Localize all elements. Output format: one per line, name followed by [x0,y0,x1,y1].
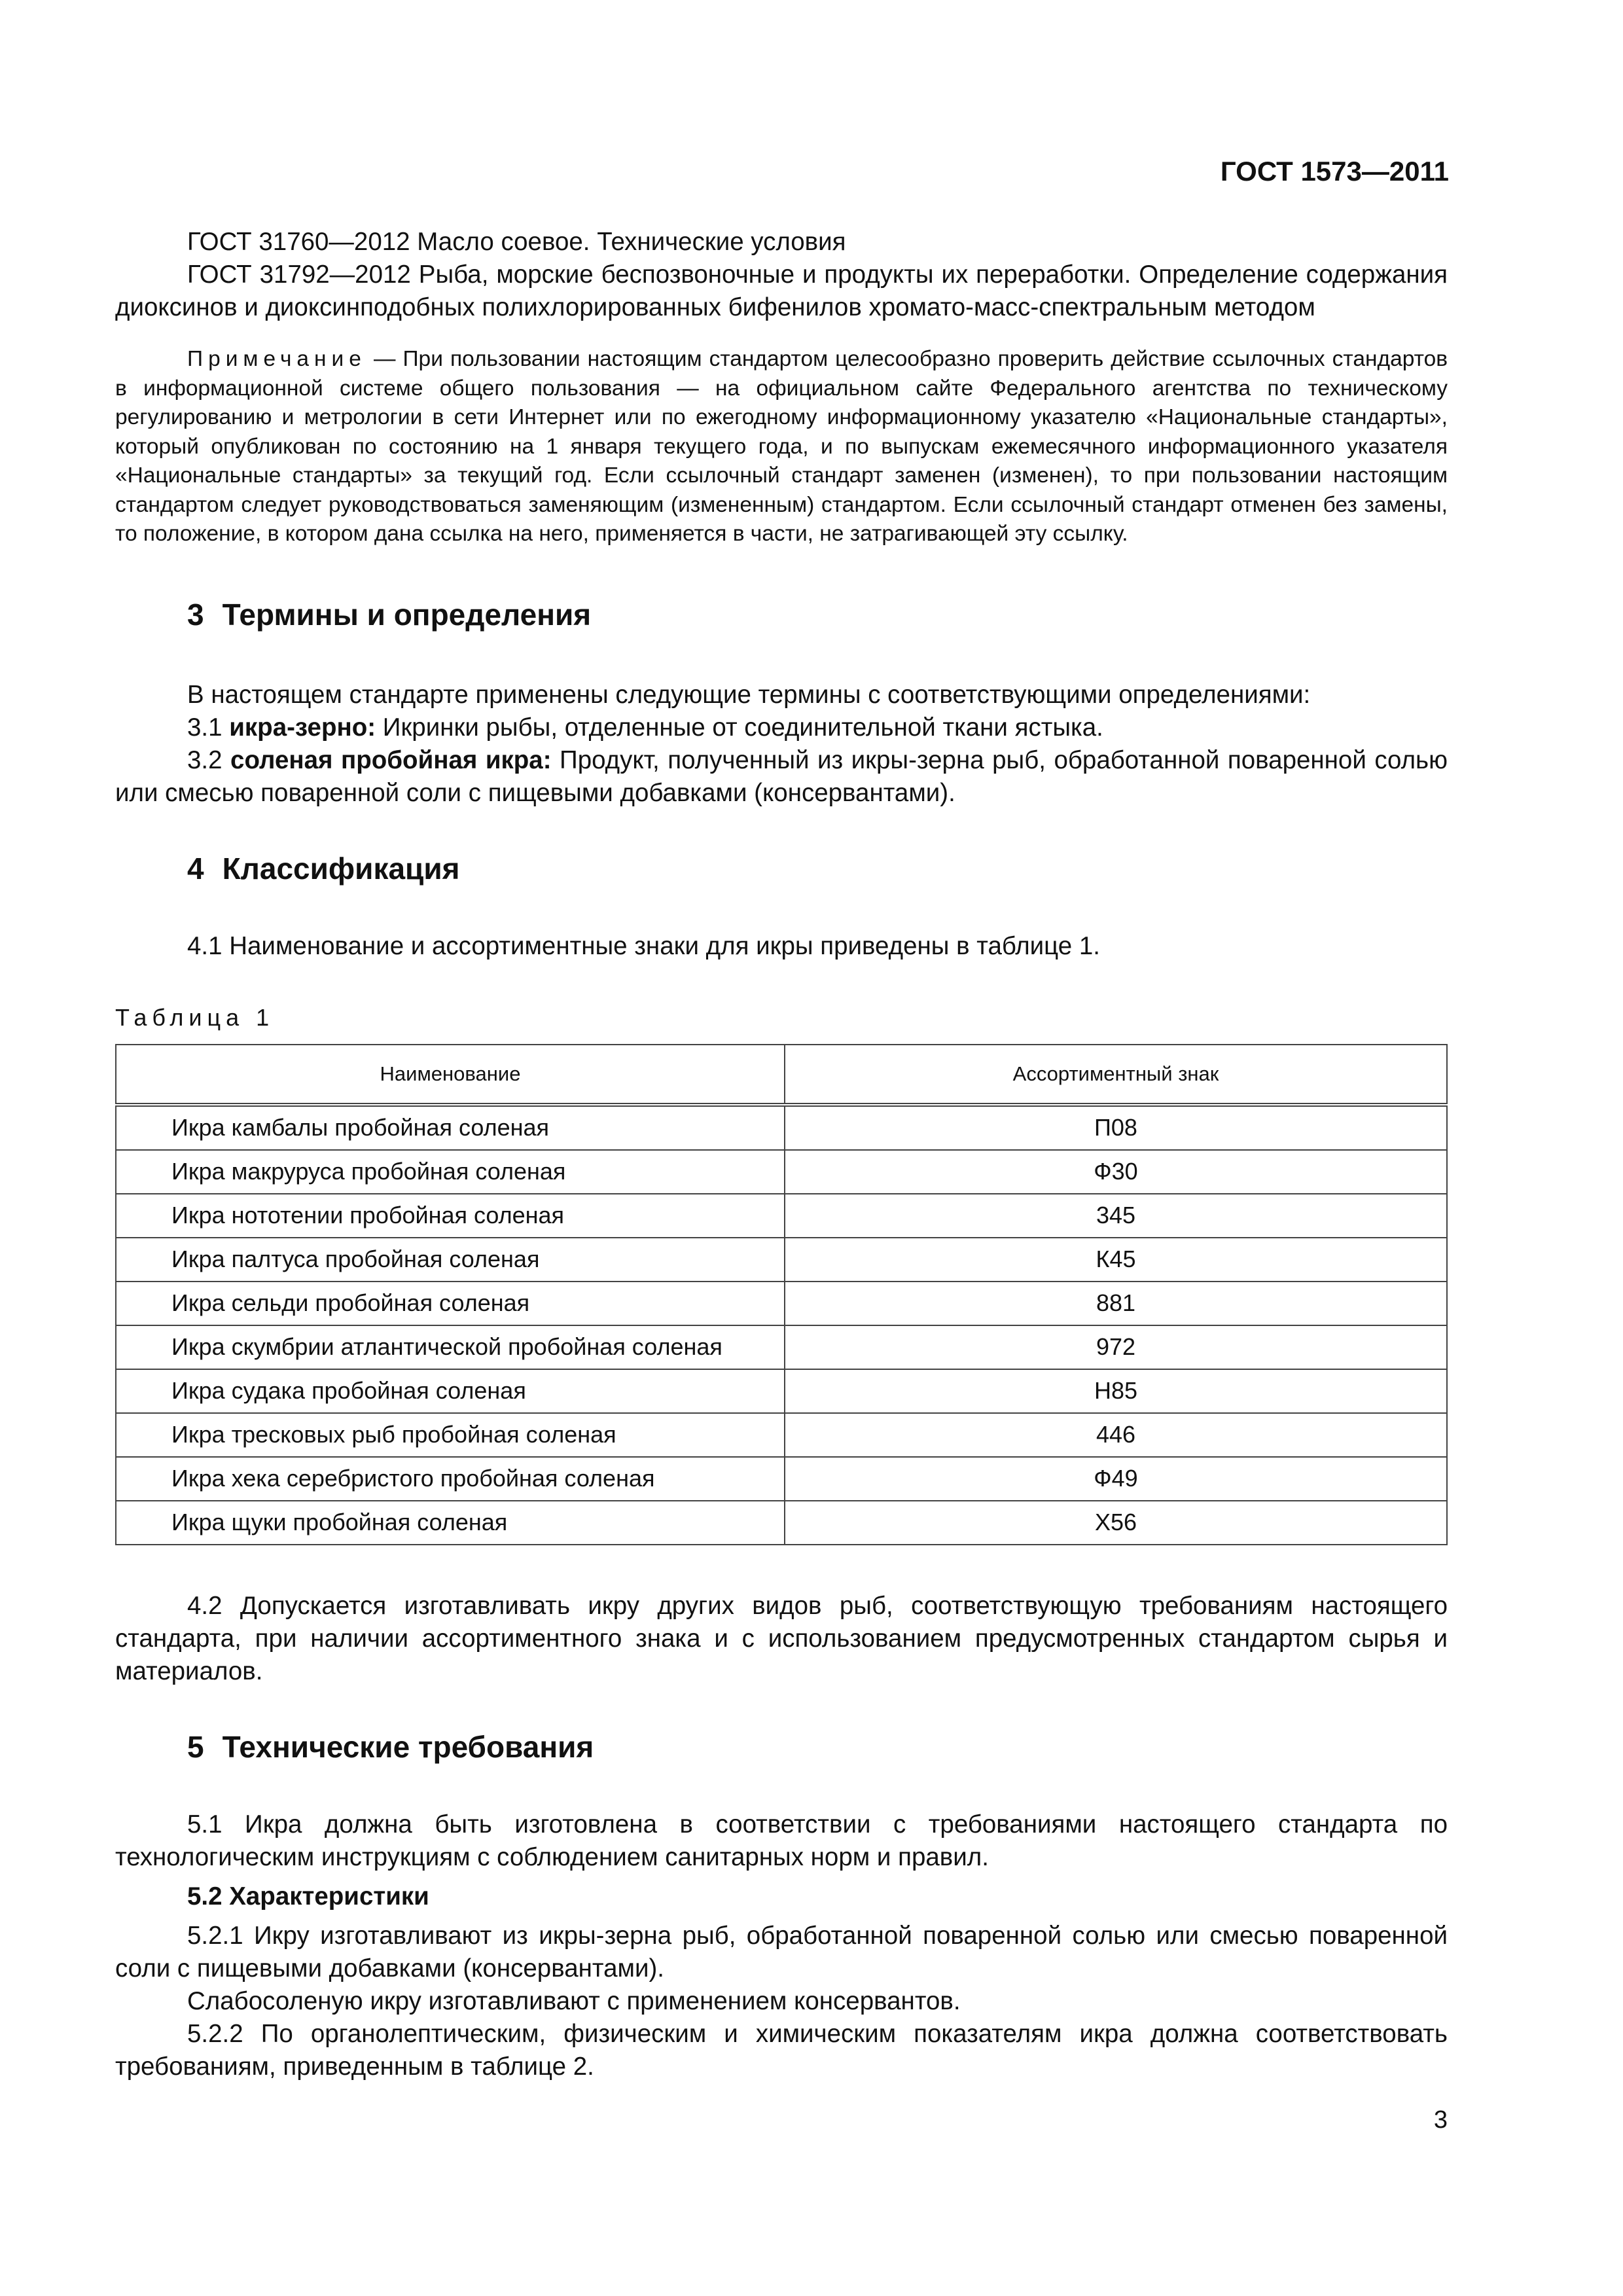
section-4-title: Классификация [222,851,460,886]
table-row [116,1369,1447,1413]
table-1-header-row [116,1045,1447,1105]
note-text: — При пользовании настоящим стандартом целесообразно проверить действие ссылочных стандартов в информационной системе общего пользования — на официальном сайте Федерального агентства по техническому регулированию и метрологии в сети Интернет или по ежегодному информационному указателю «Национальные стандарты», который опубликован по состоянию на 1 января текущего года, и по выпускам ежемесячного информационного указателя «Национальные стандарты» за текущий год. Если ссылочный стандарт заменен (изменен), то при пользовании настоящим стандартом следует руководствоваться заменяющим (измененным) стандартом. Если ссылочный стандарт отменен без замены, то положение, в котором дана ссылка на него, применяется в части, не затрагивающей эту ссылку. [115,347,1448,546]
cell-name: Икра палтуса пробойная соленая [116,1238,785,1282]
table-row [116,1457,1447,1501]
cell-code: 881 [785,1282,1447,1325]
term-3-2-definition: Продукт, полученный из икры-зерна рыб, обработанной поваренной солью или смесью поваренной соли с пищевыми добавками (консервантами). [115,745,1448,807]
table-row [116,1105,1447,1150]
term-3-2-term: соленая пробойная икра: [230,745,552,774]
subsection-5-2-title: 5.2 Характеристики [187,1882,429,1910]
note-paragraph [115,345,1448,549]
cell-code: Ф30 [785,1150,1447,1194]
cell-code: 972 [785,1325,1447,1369]
cell-code: Н85 [785,1369,1447,1413]
cell-name: Икра камбалы пробойная соленая [116,1105,785,1150]
section-3-title: Термины и определения [222,597,592,632]
cell-name: Икра макруруса пробойная соленая [116,1150,785,1194]
table-row [116,1282,1447,1325]
section-3-number: 3 [187,597,204,632]
reference-gost-31792: ГОСТ 31792—2012 Рыба, морские беспозвоночные и продукты их переработки. Определение содержания диоксинов и диоксинподобных полихлорированных бифенилов хромато-масс-спектральным методом [115,260,1448,321]
document-code-header: ГОСТ 1573—2011 [1220,156,1449,187]
paragraph-5-1: 5.1 Икра должна быть изготовлена в соответствии с требованиями настоящего стандарта по технологическим инструкциям с соблюдением санитарных норм и правил. [115,1810,1448,1871]
paragraph-5-2-1: 5.2.1 Икру изготавливают из икры-зерна рыб, обработанной поваренной солью или смесью поваренной соли с пищевыми добавками (консервантами). [115,1921,1448,1982]
column-header-code: Ассортиментный знак [785,1045,1447,1105]
term-3-1 [115,711,1448,744]
table-row [116,1150,1447,1194]
cell-name: Икра судака пробойная соленая [116,1369,785,1413]
table-row [116,1501,1447,1545]
cell-name: Икра скумбрии атлантической пробойная соленая [116,1325,785,1369]
cell-code: Ф49 [785,1457,1447,1501]
section-4-number: 4 [187,851,204,886]
paragraph-4-2: 4.2 Допускается изготавливать икру других видов рыб, соответствующую требованиям настоящего стандарта, при наличии ассортиментного знака и с использованием предусмотренных стандартом сырья и материалов. [115,1591,1448,1685]
table-row [116,1325,1447,1369]
page-content [115,226,1448,2083]
cell-name: Икра сельди пробойная соленая [116,1282,785,1325]
cell-code: 446 [785,1413,1447,1457]
paragraph-5-2-1-continued: Слабосоленую икру изготавливают с применением консервантов. [187,1986,961,2015]
section-3-heading [115,595,1448,634]
cell-name: Икра щуки пробойная соленая [116,1501,785,1545]
cell-name: Икра нототении пробойная соленая [116,1194,785,1238]
term-3-2-number: 3.2 [187,745,223,774]
term-3-1-number: 3.1 [187,713,223,742]
cell-name: Икра тресковых рыб пробойная соленая [116,1413,785,1457]
table-1 [115,1044,1448,1545]
table-row [116,1194,1447,1238]
reference-gost-31760: ГОСТ 31760—2012 Масло соевое. Технические условия [187,228,846,256]
paragraph-4-1: 4.1 Наименование и ассортиментные знаки для икры приведены в таблице 1. [187,931,1101,960]
section-5-title: Технические требования [222,1729,594,1764]
note-label: Примечание [187,347,366,371]
table-row [116,1413,1447,1457]
section-4-heading [115,849,1448,888]
section-3-intro: В настоящем стандарте применены следующие термины с соответствующими определениями: [187,680,1311,709]
cell-code: 345 [785,1194,1447,1238]
cell-name: Икра хека серебристого пробойная соленая [116,1457,785,1501]
section-5-heading [115,1727,1448,1767]
section-5-number: 5 [187,1729,204,1764]
cell-code: П08 [785,1105,1447,1150]
table-1-caption: Таблица 1 [115,1003,275,1031]
term-3-1-term: икра-зерно: [229,713,376,742]
cell-code: Х56 [785,1501,1447,1545]
paragraph-5-2-2: 5.2.2 По органолептическим, физическим и химическим показателям икра должна соответствовать требованиям, приведенным в таблице 2. [115,2019,1448,2081]
page-number: 3 [1433,2106,1448,2134]
term-3-1-definition: Икринки рыбы, отделенные от соединительной ткани ястыка. [376,713,1103,742]
cell-code: К45 [785,1238,1447,1282]
column-header-name: Наименование [116,1045,785,1105]
term-3-2 [115,744,1448,810]
table-row [116,1238,1447,1282]
